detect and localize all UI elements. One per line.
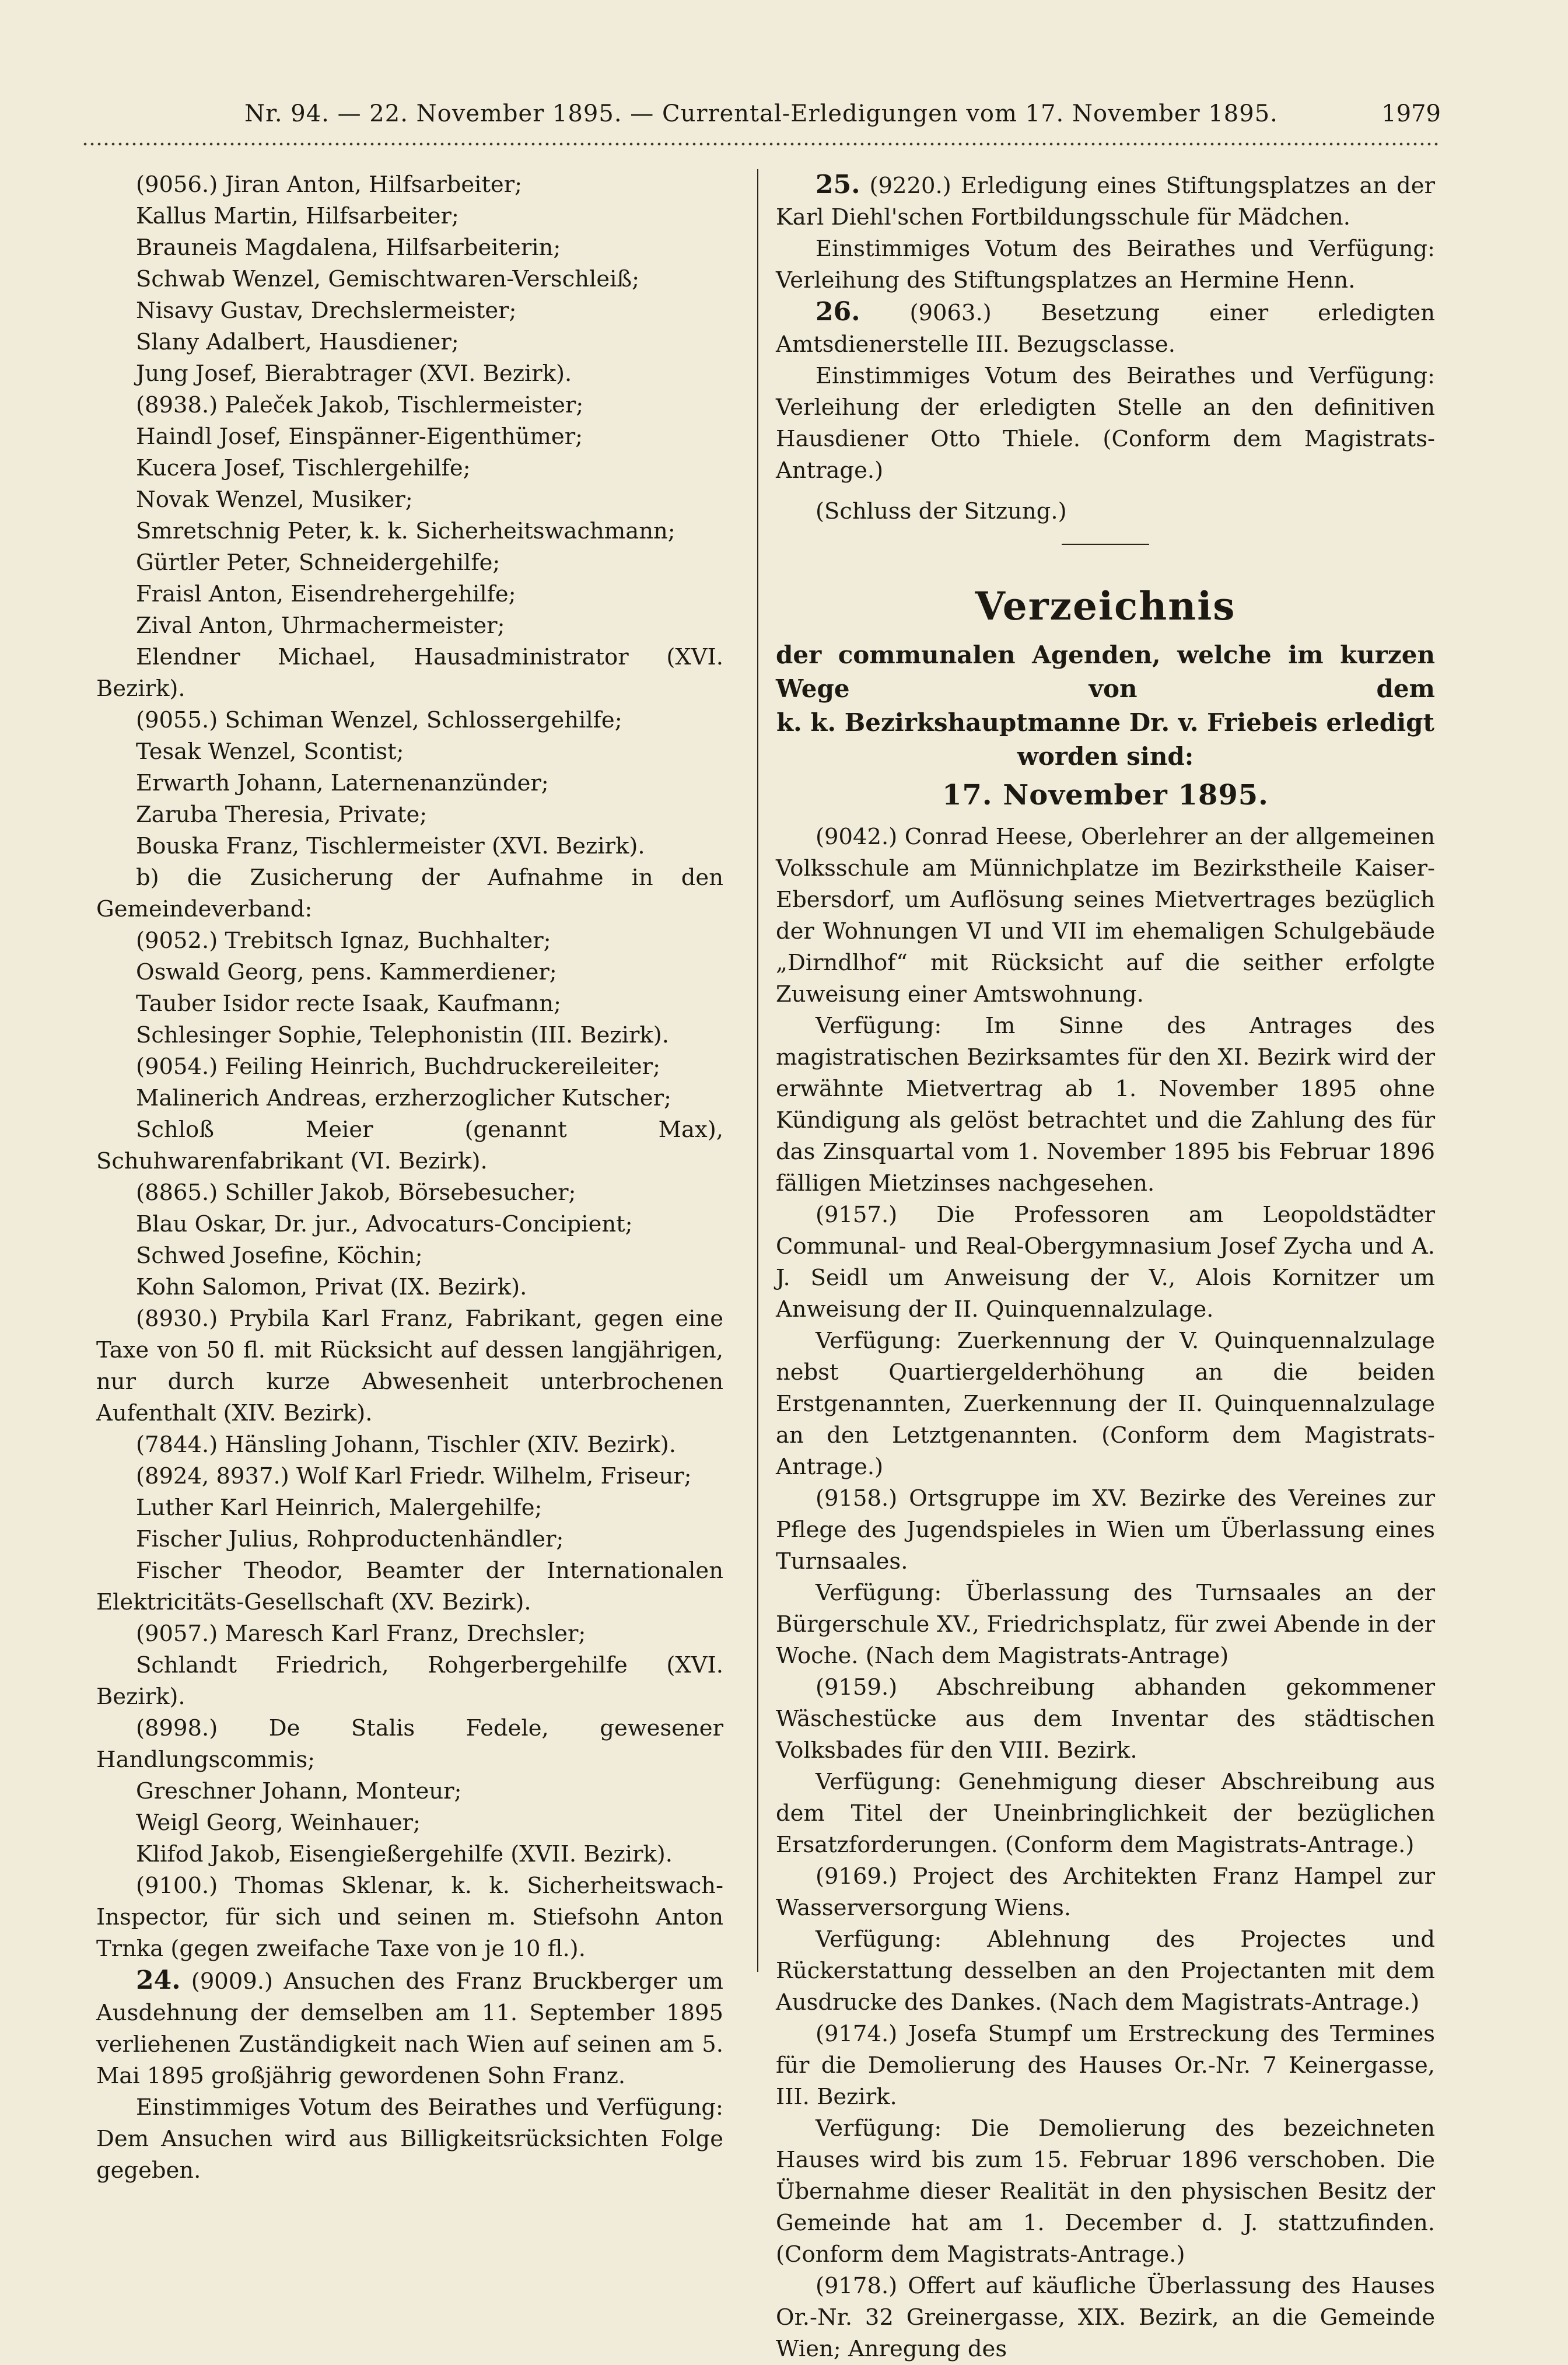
entry: Gürtler Peter, Schneidergehilfe; (136, 550, 501, 576)
entry: (9159.) Abschreibung abhanden gekommener Wäschestücke aus dem Inventar des städtischen Volksbades für den VIII. Bezirk. (776, 1674, 1435, 1764)
entry: (9174.) Josefa Stumpf um Erstreckung des Termines für die Demolierung des Hauses Or.-Nr. 7 Keinergasse, III. Bezirk. (776, 2021, 1435, 2110)
entry: Brauneis Magdalena, Hilfsarbeiterin; (136, 235, 561, 261)
item-text: (9009.) Ansuchen des Franz Bruckberger um Ausdehnung der demselben am 11. September 1895 verliehenen Zuständigkeit nach Wien auf seinen am 5. Mai 1895 großjährig gewordenen Sohn Franz. (96, 1968, 723, 2089)
section-subtitle: k. k. Bezirkshauptmanne Dr. v. Friebeis erledigt worden sind: (776, 708, 1434, 771)
entry: (9158.) Ortsgruppe im XV. Bezirke des Vereines zur Pflege des Jugendspieles in Wien um Überlassung eines Turnsaales. (776, 1485, 1435, 1575)
entry: Schwab Wenzel, Gemischtwaren-Verschleiß; (136, 266, 640, 292)
entry: Kallus Martin, Hilfsarbeiter; (136, 203, 459, 229)
agenda-item-26 (776, 296, 1435, 361)
resolution: Einstimmiges Votum des Beirathes und Verfügung: Verleihung des Stiftungsplatzes an Hermine Henn. (776, 236, 1435, 293)
entry: Kucera Josef, Tischlergehilfe; (136, 455, 471, 481)
page-number: 1979 (1381, 100, 1441, 127)
entry: Erwarth Johann, Laternenanzünder; (136, 770, 549, 796)
item-number: 25. (816, 170, 860, 200)
entry: Fraisl Anton, Eisendrehergehilfe; (136, 581, 516, 607)
entry: (9100.) Thomas Sklenar, k. k. Sicherheitswach-Inspector, für sich und seinen m. Stiefsohn Anton Trnka (gegen zweifache Taxe von je 10 fl.). (96, 1873, 723, 1962)
session-close: (Schluss der Sitzung.) (816, 498, 1067, 524)
header-title: Nr. 94. — 22. November 1895. — Currental-Erledigungen vom 17. November 1895. (244, 100, 1278, 127)
entry: Slany Adalbert, Hausdiener; (136, 329, 459, 355)
entry: Jung Josef, Bierabtrager (XVI. Bezirk). (136, 361, 572, 387)
entry: (9055.) Schiman Wenzel, Schlossergehilfe; (136, 707, 622, 733)
entry: (8938.) Paleček Jakob, Tischlermeister; (136, 392, 584, 418)
entry: Luther Karl Heinrich, Malergehilfe; (136, 1495, 542, 1521)
entry: Nisavy Gustav, Drechslermeister; (136, 298, 517, 324)
entry: Zaruba Theresia, Private; (136, 802, 428, 828)
entry: (8924, 8937.) Wolf Karl Friedr. Wilhelm, Friseur; (136, 1463, 692, 1489)
entry: b) die Zusicherung der Aufnahme in den Gemeindeverband: (96, 865, 723, 922)
right-column (776, 169, 1435, 2365)
entry: Novak Wenzel, Musiker; (136, 487, 413, 513)
entry: Bouska Franz, Tischlermeister (XVI. Bezirk). (136, 833, 645, 859)
entry: (7844.) Hänsling Johann, Tischler (XIV. Bezirk). (136, 1432, 677, 1458)
section-subtitle: der communalen Agenden, welche im kurzen Wege von dem (776, 641, 1435, 703)
item-number: 24. (136, 1965, 181, 1995)
entry: (9178.) Offert auf käufliche Überlassung des Hauses Or.-Nr. 32 Greinergasse, XIX. Bezirk, an die Gemeinde Wien; Anregung des (776, 2273, 1435, 2362)
agenda-item-24 (96, 1965, 723, 2092)
entry: Schwed Josefine, Köchin; (136, 1243, 423, 1269)
entry: Elendner Michael, Hausadministrator (XVI. Bezirk). (96, 644, 723, 702)
entry: Fischer Julius, Rohproductenhändler; (136, 1526, 564, 1552)
entry: Klifod Jakob, Eisengießergehilfe (XVII. Bezirk). (136, 1841, 673, 1867)
resolution: Einstimmiges Votum des Beirathes und Verfügung: Dem Ansuchen wird aus Billigkeitsrücksichten Folge gegeben. (96, 2094, 723, 2184)
entry: (8998.) De Stalis Fedele, gewesener Handlungscommis; (96, 1715, 723, 1773)
page-header (82, 93, 1441, 134)
left-column (96, 169, 723, 2186)
entry: Oswald Georg, pens. Kammerdiener; (136, 959, 557, 985)
entry: Tauber Isidor recte Isaak, Kaufmann; (136, 991, 561, 1017)
column-divider (757, 169, 758, 1972)
entry: Kohn Salomon, Privat (IX. Bezirk). (136, 1274, 527, 1300)
entry: Schloß Meier (genannt Max), Schuhwarenfabrikant (VI. Bezirk). (96, 1117, 723, 1174)
entry: Weigl Georg, Weinhauer; (136, 1810, 421, 1836)
resolution: Verfügung: Im Sinne des Antrages des magistratischen Bezirksamtes für den XI. Bezirk wird der erwähnte Mietvertrag ab 1. November 1895 ohne Kündigung als gelöst betrachtet und die Zahlung des für das Zinsquartal vom 1. November 1895 bis Februar 1896 fälligen Mietzinses nachgesehen. (776, 1013, 1435, 1197)
entry: Greschner Johann, Monteur; (136, 1778, 462, 1804)
entry: (9169.) Project des Architekten Franz Hampel zur Wasserversorgung Wiens. (776, 1863, 1435, 1921)
entry: Schlandt Friedrich, Rohgerbergehilfe (XVI. Bezirk). (96, 1652, 723, 1710)
entry: Blau Oskar, Dr. jur., Advocaturs-Concipient; (136, 1211, 633, 1237)
section-separator (1062, 544, 1149, 545)
entry: Smretschnig Peter, k. k. Sicherheitswachmann; (136, 518, 676, 544)
agenda-item-25 (776, 169, 1435, 233)
entry: (9157.) Die Professoren am Leopoldstädter Communal- und Real-Obergymnasium Josef Zycha und A. J. Seidl um Anweisung der V., Alois Kornitzer um Anweisung der II. Quinquennalzulage. (776, 1202, 1435, 1323)
entry: Zival Anton, Uhrmachermeister; (136, 613, 505, 639)
entry: (9057.) Maresch Karl Franz, Drechsler; (136, 1621, 586, 1647)
resolution: Verfügung: Zuerkennung der V. Quinquennalzulage nebst Quartiergelderhöhung an die beiden Erstgenannten, Zuerkennung der II. Quinquennalzulage an den Letztgenannten. (Conform dem Magistrats-Antrage.) (776, 1328, 1435, 1480)
entry: (8865.) Schiller Jakob, Börsebesucher; (136, 1180, 576, 1206)
entry: (9056.) Jiran Anton, Hilfsarbeiter; (136, 172, 523, 198)
section-title: Verzeichnis (975, 583, 1236, 629)
section-date: 17. November 1895. (942, 779, 1269, 811)
entry: (9052.) Trebitsch Ignaz, Buchhalter; (136, 928, 551, 954)
resolution: Verfügung: Ablehnung des Projectes und Rückerstattung desselben an den Projectanten mit dem Ausdrucke des Dankes. (Nach dem Magistrats-Antrage.) (776, 1926, 1435, 2016)
header-rule (82, 140, 1441, 148)
entry: Fischer Theodor, Beamter der Internationalen Elektricitäts-Gesellschaft (XV. Bezirk). (96, 1558, 723, 1615)
entry: Tesak Wenzel, Scontist; (136, 739, 404, 765)
entry: (8930.) Prybila Karl Franz, Fabrikant, gegen eine Taxe von 50 fl. mit Rücksicht auf dessen langjährigen, nur durch kurze Abwesenheit unterbrochenen Aufenthalt (XIV. Bezirk). (96, 1306, 723, 1426)
item-number: 26. (816, 297, 860, 327)
entry: (9042.) Conrad Heese, Oberlehrer an der allgemeinen Volksschule am Münnichplatze im Bezirkstheile Kaiser-Ebersdorf, um Auflösung seines Mietvertrages bezüglich der Wohnungen VI und VII im ehemaligen Schulgebäude „Dirndlhof“ mit Rücksicht auf die seither erfolgte Zuweisung einer Amtswohnung. (776, 824, 1435, 1007)
entry: Haindl Josef, Einspänner-Eigenthümer; (136, 424, 583, 450)
resolution: Verfügung: Die Demolierung des bezeichneten Hauses wird bis zum 15. Februar 1896 verschoben. Die Übernahme dieser Realität in den physischen Besitz der Gemeinde hat am 1. December d. J. stattzufinden. (Conform dem Magistrats-Antrage.) (776, 2115, 1435, 2268)
entry: (9054.) Feiling Heinrich, Buchdruckereileiter; (136, 1054, 661, 1080)
resolution: Einstimmiges Votum des Beirathes und Verfügung: Verleihung der erledigten Stelle an den definitiven Hausdiener Otto Thiele. (Conform dem Magistrats-Antrage.) (776, 363, 1435, 484)
item-text: (9063.) Besetzung einer erledigten Amtsdienerstelle III. Bezugsclasse. (776, 300, 1435, 358)
entry: Schlesinger Sophie, Telephonistin (III. Bezirk). (136, 1022, 669, 1048)
resolution: Verfügung: Genehmigung dieser Abschreibung aus dem Titel der Uneinbringlichkeit der bezüglichen Ersatzforderungen. (Conform dem Magistrats-Antrage.) (776, 1769, 1435, 1858)
item-text: (9220.) Erledigung eines Stiftungsplatzes an der Karl Diehl'schen Fortbildungsschule für Mädchen. (776, 173, 1435, 230)
resolution: Verfügung: Überlassung des Turnsaales an der Bürgerschule XV., Friedrichsplatz, für zwei Abende in der Woche. (Nach dem Magistrats-Antrage) (776, 1580, 1435, 1669)
entry: Malinerich Andreas, erzherzoglicher Kutscher; (136, 1085, 671, 1111)
